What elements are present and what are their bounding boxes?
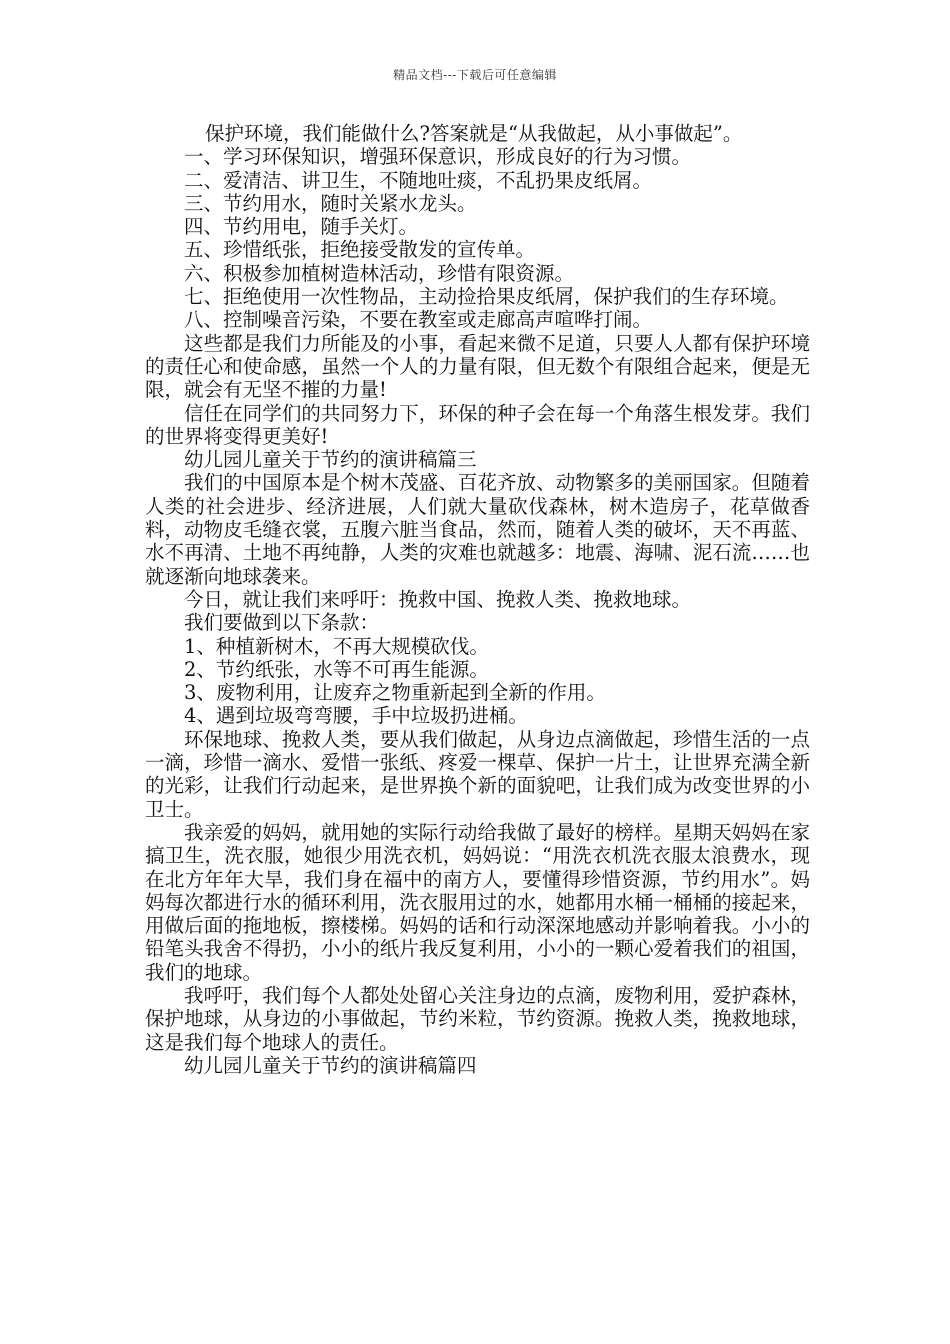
paragraph-mother: 我亲爱的妈妈，就用她的实际行动给我做了最好的榜样。星期天妈妈在家搞卫生，洗衣服，她很少用洗衣机，妈妈说：“用洗衣机洗衣服太浪费水，现在北方年年大旱，我们身在福中的南方人，要懂得珍惜资源，节约用水”。妈妈每次都进行水的循环利用，洗衣服用过的水，她都用水桶一桶桶的接起来，用做后面的拖地板，擦楼梯。妈妈的话和行动深深地感动并影响着我。小小的铅笔头我舍不得扔，小小的纸片我反复利用，小小的一颗心爱着我们的祖国，我们的地球。 xyxy=(145,820,810,984)
list-item-3: 三、节约用水，随时关紧水龙头。 xyxy=(184,191,477,215)
term-item-4: 4、遇到垃圾弯弯腰，手中垃圾扔进桶。 xyxy=(184,704,528,728)
list-item-8: 八、控制噪音污染，不要在教室或走廊高声喧哗打闹。 xyxy=(184,308,653,332)
list-item-5: 五、珍惜纸张，拒绝接受散发的宣传单。 xyxy=(184,238,536,262)
term-item-3: 3、废物利用，让废弃之物重新起到全新的作用。 xyxy=(184,681,606,705)
paragraph-protect-earth: 环保地球、挽救人类，要从我们做起，从身边点滴做起，珍惜生活的一点一滴，珍惜一滴水、爱惜一张纸、疼爱一棵草、保护一片土，让世界充满全新的光彩，让我们行动起来，是世界换个新的面貌吧，让我们成为改变世界的小卫士。 xyxy=(145,727,810,821)
list-item-4: 四、节约用电，随手关灯。 xyxy=(184,215,419,239)
paragraph-summary: 这些都是我们力所能及的小事，看起来微不足道，只要人人都有保护环境的责任心和使命感，虽然一个人的力量有限，但无数个有限组合起来，便是无限，就会有无坚不摧的力量! xyxy=(145,331,810,402)
list-item-6: 六、积极参加植树造林活动，珍惜有限资源。 xyxy=(184,261,575,285)
document-body xyxy=(145,122,810,1077)
page-header: 精品文档---下载后可任意编辑 xyxy=(393,68,557,82)
section-heading-3: 幼儿园儿童关于节约的演讲稿篇三 xyxy=(184,448,477,472)
list-item-1: 一、学习环保知识，增强环保意识，形成良好的行为习惯。 xyxy=(184,145,692,169)
paragraph-closing: 信任在同学们的共同努力下，环保的种子会在每一个角落生根发芽。我们的世界将变得更美好! xyxy=(145,401,810,448)
term-item-1: 1、种植新树木，不再大规模砍伐。 xyxy=(184,634,489,658)
paragraph-china: 我们的中国原本是个树木茂盛、百花齐放、动物繁多的美丽国家。但随着人类的社会进步、经济进展，人们就大量砍伐森林，树木造房子，花草做香料，动物皮毛缝衣裳，五腹六脏当食品，然而，随着人类的破坏，天不再蓝、水不再清、土地不再纯静，人类的灾难也就越多：地震、海啸、泥石流……也就逐渐向地球袭来。 xyxy=(145,471,810,588)
paragraph-call: 我呼吁，我们每个人都处处留心关注身边的点滴，废物利用，爱护森林，保护地球，从身边的小事做起，节约米粒，节约资源。挽救人类，挽救地球，这是我们每个地球人的责任。 xyxy=(145,983,810,1054)
list-item-2: 二、爱清洁、讲卫生，不随地吐痰，不乱扔果皮纸屑。 xyxy=(184,168,653,192)
paragraph-intro: 保护环境，我们能做什么?答案就是“从我做起，从小事做起”。 xyxy=(205,122,743,145)
section-heading-4: 幼儿园儿童关于节约的演讲稿篇四 xyxy=(184,1053,477,1077)
paragraph-appeal: 今日，就让我们来呼吁：挽救中国、挽救人类、挽救地球。 xyxy=(184,587,692,611)
list-item-7: 七、拒绝使用一次性物品，主动捡拾果皮纸屑，保护我们的生存环境。 xyxy=(184,285,789,309)
term-item-2: 2、节约纸张，水等不可再生能源。 xyxy=(184,657,489,681)
paragraph-terms-intro: 我们要做到以下条款： xyxy=(184,611,380,635)
